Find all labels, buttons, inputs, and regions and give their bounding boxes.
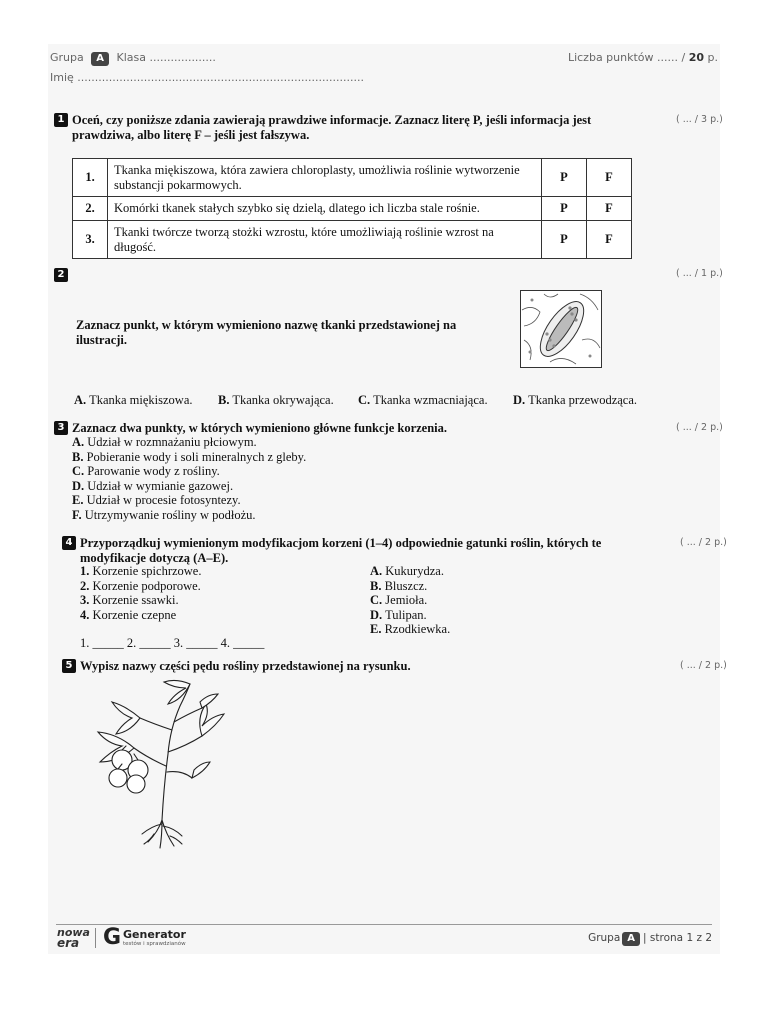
- logo-era: era: [57, 936, 80, 950]
- points-max: 20: [688, 51, 705, 64]
- item-letter: C.: [370, 593, 383, 607]
- group-class-line: [50, 51, 216, 66]
- table-row: [73, 159, 632, 197]
- item-text: Jemioła.: [385, 593, 428, 607]
- q4-left-item-2: [80, 579, 201, 594]
- row-number: 3.: [73, 221, 108, 259]
- q3-option-f[interactable]: [72, 508, 256, 523]
- row-statement: Komórki tkanek stałych szybko się dzielą, dlatego ich liczba stale rośnie.: [108, 197, 542, 221]
- footer-separator: [95, 928, 96, 948]
- true-option[interactable]: P: [542, 197, 587, 221]
- item-text: Korzenie podporowe.: [92, 578, 201, 593]
- item-text: Bluszcz.: [384, 578, 428, 593]
- false-option[interactable]: F: [587, 221, 632, 259]
- option-text: Pobieranie wody i soli mineralnych z gleby.: [86, 449, 307, 464]
- option-letter: E.: [72, 493, 84, 507]
- item-number: 4.: [80, 607, 90, 622]
- question-4-text: Przyporządkuj wymienionym modyfikacjom korzeni (1–4) odpowiednie gatunki roślin, których te modyfikacje dotyczą (A–E).: [80, 536, 602, 565]
- footer-group-badge: A: [622, 932, 640, 946]
- q3-option-a[interactable]: [72, 435, 257, 450]
- group-label: Grupa: [50, 51, 84, 64]
- class-label: Klasa ...................: [116, 51, 216, 64]
- option-text: Udział w wymianie gazowej.: [87, 478, 234, 493]
- points-unit: p.: [707, 51, 718, 64]
- q4-right-item-b: [370, 579, 427, 594]
- q4-left-item-4: [80, 608, 176, 623]
- question-4-number: 4: [62, 536, 76, 550]
- option-letter: D.: [513, 393, 526, 407]
- item-number: 3.: [80, 593, 90, 607]
- q3-option-e[interactable]: [72, 493, 241, 508]
- footer-group-label: Grupa: [588, 932, 621, 944]
- q2-option-c[interactable]: [358, 393, 488, 408]
- false-option[interactable]: F: [587, 197, 632, 221]
- item-letter: B.: [370, 578, 382, 593]
- question-3-points: ( ... / 2 p.): [676, 422, 723, 433]
- question-2-points: ( ... / 1 p.): [676, 268, 723, 279]
- name-line: Imię ..................................................................................: [50, 71, 364, 84]
- question-2-text: Zaznacz punkt, w którym wymieniono nazwę tkanki przedstawionej na ilustracji.: [76, 318, 457, 347]
- stoma-illustration: [520, 290, 602, 368]
- option-text: Udział w procesie fotosyntezy.: [86, 493, 241, 507]
- nowa-era-logo: [57, 928, 90, 948]
- row-statement: Tkanki twórcze tworzą stożki wzrostu, które umożliwiają roślinie wzrost na długość.: [108, 221, 542, 259]
- item-text: Korzenie czepne: [92, 607, 177, 622]
- question-2-number: 2: [54, 268, 68, 282]
- q4-left-item-1: [80, 564, 201, 579]
- q4-right-item-a: [370, 564, 444, 579]
- question-5-number: 5: [62, 659, 76, 673]
- table-row: [73, 221, 632, 259]
- item-text: Korzenie ssawki.: [92, 593, 179, 607]
- question-1-points: ( ... / 3 p.): [676, 114, 723, 125]
- question-5-points: ( ... / 2 p.): [680, 660, 727, 671]
- footer-page-info: [588, 932, 712, 946]
- option-text: Udział w rozmnażaniu płciowym.: [87, 435, 257, 449]
- option-text: Utrzymywanie rośliny w podłożu.: [84, 507, 256, 522]
- row-statement: Tkanka miękiszowa, która zawiera chloroplasty, umożliwia roślinie wytworzenie substancji pokarmowych.: [108, 159, 542, 197]
- option-letter: F.: [72, 507, 82, 522]
- option-letter: A.: [74, 393, 87, 407]
- points-label: Liczba punktów ...... /: [567, 51, 686, 64]
- question-1-number: 1: [54, 113, 68, 127]
- option-letter: C.: [72, 464, 85, 478]
- footer-page-number: | strona 1 z 2: [643, 932, 712, 944]
- option-text: Parowanie wody z rośliny.: [87, 464, 220, 478]
- option-text: Tkanka miękiszowa.: [89, 393, 193, 407]
- tomato-plant-drawing: [78, 674, 228, 850]
- option-letter: D.: [72, 478, 85, 493]
- item-letter: D.: [370, 607, 383, 622]
- question-3-number: 3: [54, 421, 68, 435]
- q3-option-c[interactable]: [72, 464, 220, 479]
- points-total: [568, 51, 718, 64]
- option-letter: B.: [218, 393, 230, 407]
- footer-divider: [56, 924, 712, 925]
- row-number: 2.: [73, 197, 108, 221]
- q3-option-b[interactable]: [72, 450, 306, 465]
- item-number: 1.: [80, 564, 90, 578]
- option-text: Tkanka wzmacniająca.: [373, 393, 488, 407]
- row-number: 1.: [73, 159, 108, 197]
- table-row: [73, 197, 632, 221]
- true-option[interactable]: P: [542, 221, 587, 259]
- q4-left-item-3: [80, 593, 179, 608]
- item-letter: A.: [370, 564, 383, 578]
- question-1-text: Oceń, czy poniższe zdania zawierają prawdziwe informacje. Zaznacz literę P, jeśli informacja jest prawdziwa, albo literę F – jeśli jest fałszywa.: [72, 113, 592, 142]
- question-4-points: ( ... / 2 p.): [680, 537, 727, 548]
- option-letter: C.: [358, 393, 371, 407]
- option-letter: A.: [72, 435, 85, 449]
- q3-option-d[interactable]: [72, 479, 233, 494]
- q2-option-d[interactable]: [513, 393, 637, 408]
- q4-answer-line[interactable]: 1. _____ 2. _____ 3. _____ 4. _____: [80, 636, 265, 650]
- generator-g-icon: G: [103, 925, 122, 950]
- item-letter: E.: [370, 622, 382, 636]
- generator-name: Generator: [123, 928, 186, 941]
- item-text: Rzodkiewka.: [384, 622, 451, 636]
- option-letter: B.: [72, 449, 84, 464]
- true-false-table: [72, 158, 632, 259]
- q2-option-a[interactable]: [74, 393, 193, 408]
- logo-nowa: nowa: [57, 926, 90, 939]
- item-text: Kukurydza.: [385, 564, 444, 578]
- q4-right-item-e: [370, 622, 450, 637]
- option-text: Tkanka okrywająca.: [232, 393, 334, 407]
- true-option[interactable]: P: [542, 159, 587, 197]
- generator-subtitle: testów i sprawdzianów: [123, 941, 186, 947]
- option-text: Tkanka przewodząca.: [528, 393, 638, 407]
- q2-option-b[interactable]: [218, 393, 334, 408]
- question-3-text: Zaznacz dwa punkty, w których wymieniono główne funkcje korzenia.: [72, 421, 448, 435]
- group-badge: A: [91, 52, 109, 66]
- item-text: Tulipan.: [385, 607, 427, 622]
- q4-right-item-c: [370, 593, 427, 608]
- q4-right-item-d: [370, 608, 427, 623]
- item-number: 2.: [80, 578, 90, 593]
- item-text: Korzenie spichrzowe.: [92, 564, 202, 578]
- false-option[interactable]: F: [587, 159, 632, 197]
- question-5-text: Wypisz nazwy części pędu rośliny przedstawionej na rysunku.: [80, 659, 411, 673]
